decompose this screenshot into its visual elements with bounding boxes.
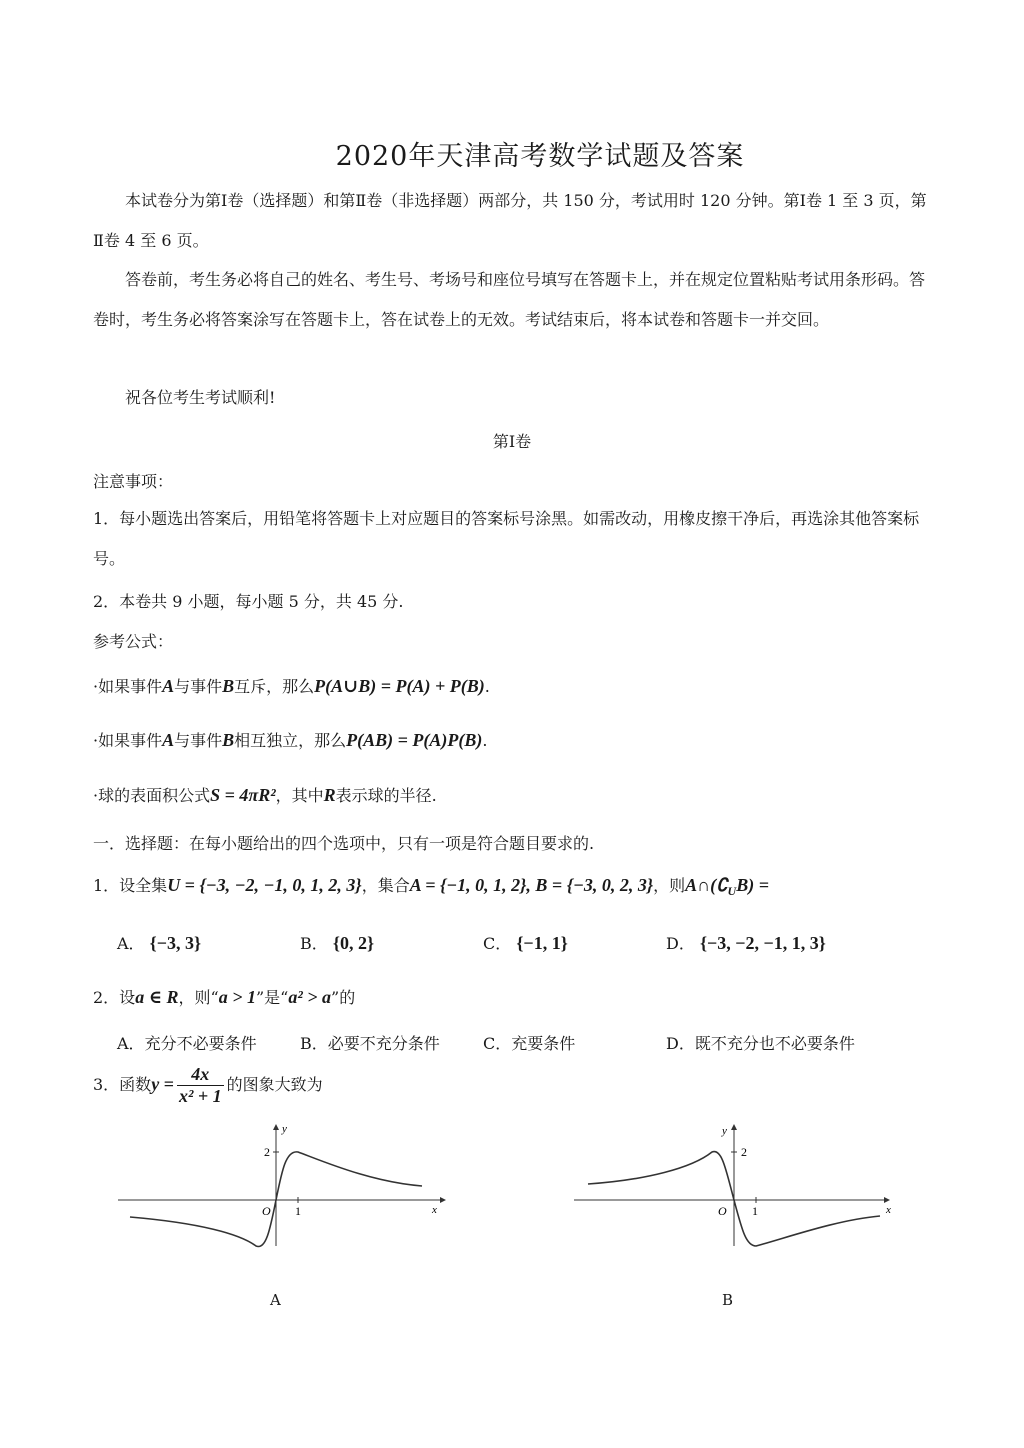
graph-b[interactable] [566, 1120, 906, 1250]
formula-3-var-r: R [323, 785, 336, 805]
option-label: A． [117, 1034, 145, 1053]
graph-b-x-label: x [886, 1204, 891, 1216]
option-label: D． [666, 934, 695, 953]
graph-b-tick-y-label: 2 [741, 1145, 747, 1159]
formula-1-var-a: A [162, 676, 175, 696]
q1-stem-a: 1．设全集 [93, 876, 168, 895]
option-value: {0, 2} [332, 933, 375, 953]
q2-stem-c: ”是“ [255, 988, 289, 1007]
q1-sets-ab: A = {−1, 0, 1, 2}, B = {−3, 0, 2, 3} [409, 875, 654, 895]
option-label: B． [300, 1034, 328, 1053]
notice-item-2: 2．本卷共 9 小题，每小题 5 分，共 45 分. [93, 592, 404, 611]
graph-b-y-arrow-icon [731, 1124, 737, 1130]
graph-a-tick-y-label: 2 [264, 1145, 270, 1159]
option-label: B． [300, 934, 328, 953]
graph-b-label: B [722, 1291, 734, 1309]
q1-expression-subscript: U [727, 884, 737, 899]
option-value: 充要条件 [511, 1034, 576, 1053]
formula-3-text-a: ·球的表面积公式 [93, 786, 211, 805]
q3-numerator: 4x [177, 1064, 224, 1086]
option-value: 充分不必要条件 [144, 1034, 257, 1053]
option-value: {−3, −2, −1, 1, 3} [699, 933, 826, 953]
q2-p: a > 1 [218, 987, 256, 1007]
q2-stem-d: ”的 [331, 988, 356, 1007]
graph-b-tick-x-label: 1 [752, 1204, 758, 1218]
q2-option-d[interactable] [666, 1031, 855, 1054]
graph-b-y-label: y [722, 1125, 727, 1137]
q2-option-c[interactable] [483, 1031, 575, 1054]
formula-1-math: P(A∪B) = P(A) + P(B) [314, 676, 485, 696]
section-heading: 第Ⅰ卷 [492, 432, 532, 451]
question-1-stem [93, 873, 769, 899]
q2-option-a[interactable] [117, 1031, 257, 1054]
formula-2-var-a: A [162, 730, 175, 750]
formula-1-text-b: 与事件 [174, 677, 223, 696]
q1-option-d[interactable] [666, 931, 826, 954]
notice-title: 注意事项： [93, 472, 174, 491]
q2-q: a² > a [288, 987, 332, 1007]
option-value: 必要不充分条件 [327, 1034, 440, 1053]
graph-a-label: A [270, 1291, 281, 1309]
formula-1-var-b: B [222, 676, 235, 696]
question-2-stem [93, 985, 355, 1008]
page-title: 2020年天津高考数学试题及答案 [335, 141, 745, 172]
formula-3 [93, 783, 437, 806]
option-label: A． [117, 934, 145, 953]
graph-a-y-label: y [282, 1123, 287, 1135]
q2-condition: a ∈ R [135, 987, 179, 1007]
formula-3-text-c: 表示球的半径. [335, 786, 437, 805]
intro-paragraph-2: 答卷前，考生务必将自己的姓名、考生号、考场号和座位号填写在答题卡上，并在规定位置粘贴考试用条形码。答卷时，考生务必将答案涂写在答题卡上，答在试卷上的无效。考试结束后，将本试卷和答题卡一并交回。 [93, 270, 926, 329]
question-3-stem [93, 1064, 323, 1107]
notice-item-1: 1．每小题选出答案后，用铅笔将答题卡上对应题目的答案标号涂黑。如需改动，用橡皮擦干净后，再选涂其他答案标号。 [93, 509, 920, 568]
graph-b-origin-label: O [718, 1204, 727, 1218]
formula-2-text-c: 相互独立，那么 [234, 731, 347, 750]
q1-stem-c: ，则 [653, 876, 686, 895]
intro-paragraph-3: 祝各位考生考试顺利! [125, 388, 276, 407]
q2-stem-a: 2．设 [93, 988, 136, 1007]
formula-1 [93, 674, 490, 697]
option-value: {−1, 1} [516, 933, 568, 953]
q1-set-u: U = {−3, −2, −1, 0, 1, 2, 3} [167, 875, 362, 895]
q1-option-b[interactable] [300, 931, 374, 954]
formula-3-text-b: ，其中 [275, 786, 324, 805]
formula-2-period: . [482, 731, 488, 750]
formula-2-text-b: 与事件 [174, 731, 223, 750]
q3-denominator: x² + 1 [178, 1086, 222, 1106]
graph-b-x-arrow-icon [884, 1197, 890, 1203]
option-label: D． [666, 1034, 695, 1053]
formula-1-text-c: 互斥，那么 [234, 677, 315, 696]
q1-expression-end: B) = [736, 875, 769, 895]
q3-lhs: y = [151, 1074, 174, 1094]
q2-option-b[interactable] [300, 1031, 440, 1054]
option-value: {−3, 3} [149, 933, 202, 953]
graph-a-x-arrow-icon [440, 1197, 446, 1203]
q3-fraction [177, 1064, 224, 1107]
graph-a-tick-x-label: 1 [295, 1204, 301, 1218]
formula-2-var-b: B [222, 730, 235, 750]
graph-a[interactable] [110, 1120, 450, 1250]
q1-stem-b: ，集合 [361, 876, 410, 895]
option-label: C． [483, 1034, 512, 1053]
formula-3-math: S = 4πR² [210, 785, 276, 805]
q1-option-c[interactable] [483, 931, 568, 954]
graph-a-y-arrow-icon [273, 1124, 279, 1130]
part-1-heading: 一．选择题：在每小题给出的四个选项中，只有一项是符合题目要求的. [93, 834, 595, 853]
q1-option-a[interactable] [117, 931, 201, 954]
formula-2-math: P(AB) = P(A)P(B) [346, 730, 483, 750]
q3-stem-a: 3．函数 [93, 1075, 152, 1094]
graph-a-origin-label: O [262, 1204, 271, 1218]
formula-1-text-a: ·如果事件 [93, 677, 163, 696]
formula-title: 参考公式： [93, 632, 174, 651]
formula-2 [93, 728, 487, 751]
formula-1-period: . [484, 677, 490, 696]
intro-paragraph-1: 本试卷分为第Ⅰ卷（选择题）和第Ⅱ卷（非选择题）两部分，共 150 分，考试用时 120 分钟。第Ⅰ卷 1 至 3 页，第Ⅱ卷 4 至 6 页。 [93, 191, 927, 250]
option-label: C． [483, 934, 512, 953]
formula-2-text-a: ·如果事件 [93, 731, 163, 750]
q2-stem-b: ，则“ [178, 988, 219, 1007]
q1-expression: A∩(∁ [685, 875, 728, 895]
option-value: 既不充分也不必要条件 [694, 1034, 855, 1053]
graph-a-x-label: x [432, 1204, 437, 1216]
q3-stem-b: 的图象大致为 [226, 1075, 323, 1094]
